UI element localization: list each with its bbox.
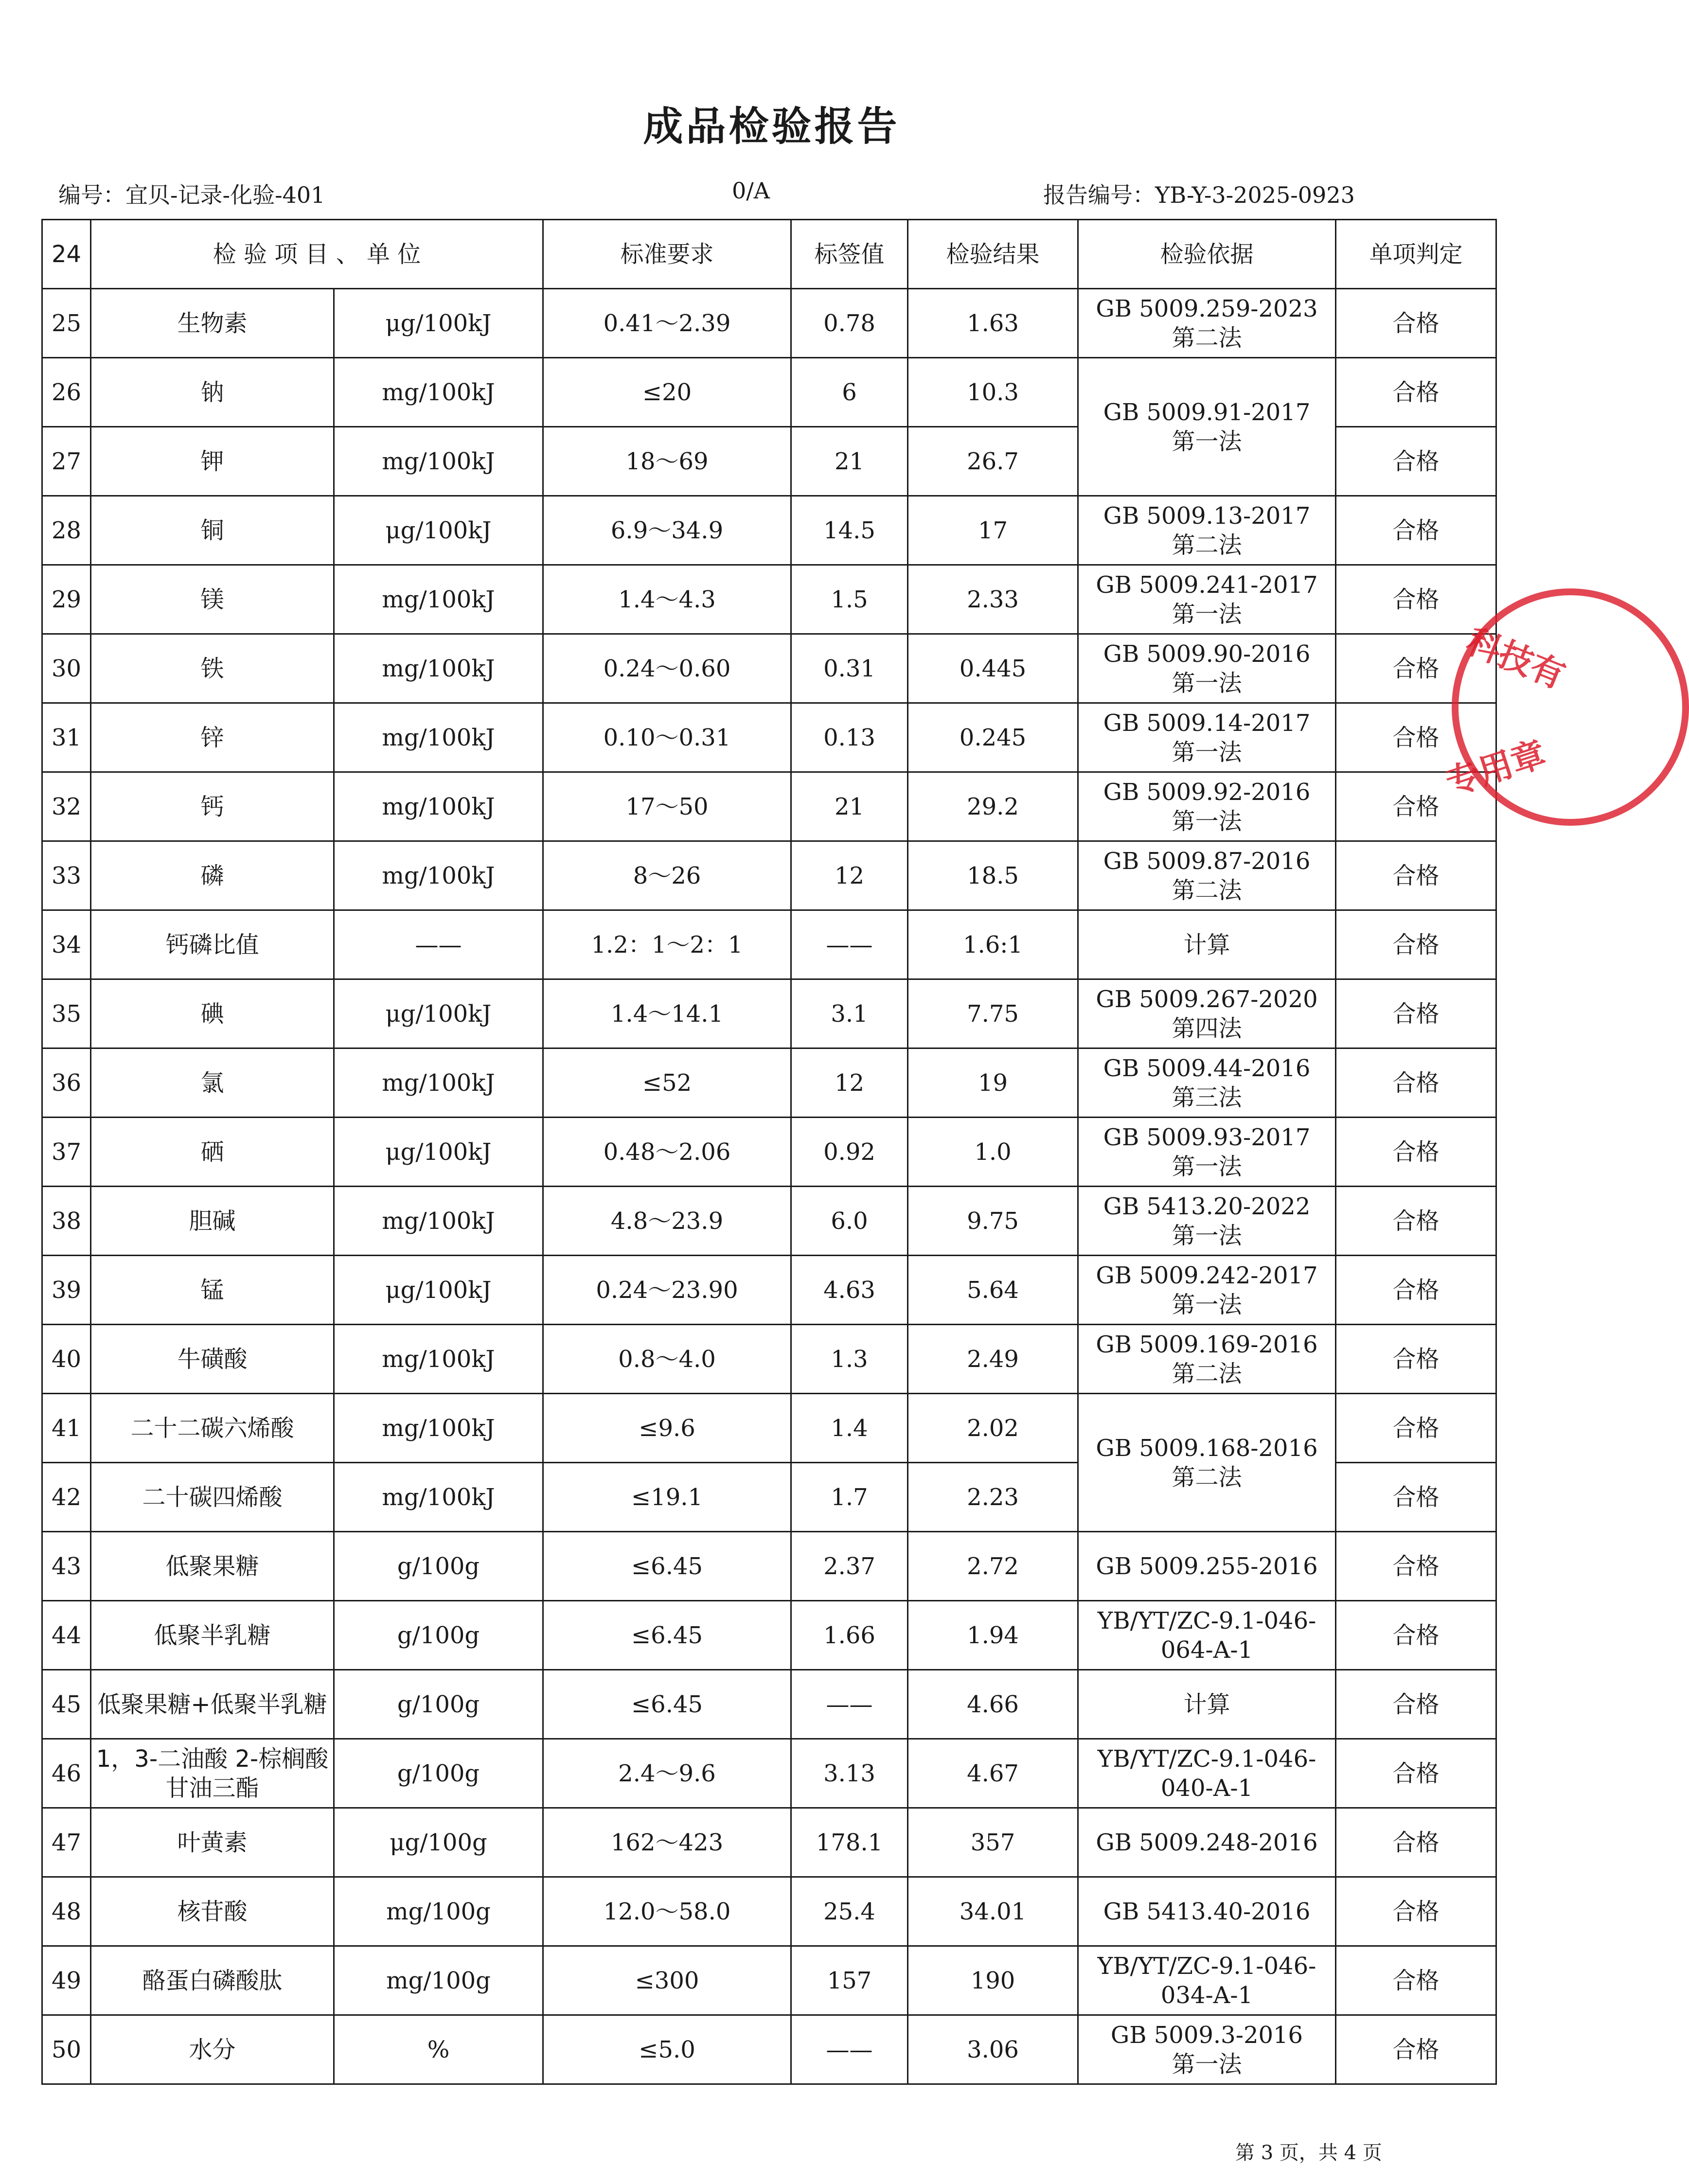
standard-requirement: 4.8～23.9 bbox=[543, 1187, 791, 1256]
test-item: 1，3-二油酸 2-棕榈酸甘油三酯 bbox=[91, 1739, 334, 1808]
standard-requirement: ≤20 bbox=[543, 358, 791, 427]
label-value: —— bbox=[791, 2015, 908, 2084]
verdict: 合格 bbox=[1336, 496, 1496, 565]
test-unit: mg/100kJ bbox=[334, 427, 543, 496]
verdict: 合格 bbox=[1336, 910, 1496, 979]
verdict: 合格 bbox=[1336, 772, 1496, 841]
standard-requirement: 0.24～23.90 bbox=[543, 1256, 791, 1325]
test-basis-line: YB/YT/ZC-9.1-046- bbox=[1097, 1952, 1316, 1980]
test-item: 胆碱 bbox=[91, 1187, 334, 1256]
test-basis-line: 第一法 bbox=[1172, 669, 1242, 697]
table-row bbox=[42, 1118, 1496, 1187]
label-value: 0.13 bbox=[791, 703, 908, 772]
test-item: 生物素 bbox=[91, 289, 334, 358]
test-item: 钾 bbox=[91, 427, 334, 496]
row-number: 30 bbox=[42, 634, 91, 703]
test-result: 0.445 bbox=[908, 634, 1078, 703]
row-number: 45 bbox=[42, 1670, 91, 1739]
header-verdict: 单项判定 bbox=[1336, 220, 1496, 289]
test-basis bbox=[1078, 1808, 1336, 1877]
test-item: 二十碳四烯酸 bbox=[91, 1463, 334, 1532]
table-body bbox=[42, 289, 1496, 2084]
label-value: 25.4 bbox=[791, 1877, 908, 1946]
table-row bbox=[42, 1946, 1496, 2015]
verdict: 合格 bbox=[1336, 565, 1496, 634]
test-basis-line: 第一法 bbox=[1172, 600, 1242, 628]
test-unit: g/100g bbox=[334, 1532, 543, 1601]
test-basis-line: GB 5009.242-2017 bbox=[1096, 1261, 1318, 1289]
test-basis-line: 第一法 bbox=[1172, 1153, 1242, 1180]
test-result: 4.67 bbox=[908, 1739, 1078, 1808]
document-code: 编号：宜贝-记录-化验-401 bbox=[58, 182, 325, 208]
test-unit: μg/100kJ bbox=[334, 496, 543, 565]
standard-requirement: 1.4～14.1 bbox=[543, 979, 791, 1048]
test-unit: % bbox=[334, 2015, 543, 2084]
row-number: 34 bbox=[42, 910, 91, 979]
verdict: 合格 bbox=[1336, 1877, 1496, 1946]
test-result: 2.23 bbox=[908, 1463, 1078, 1532]
report-number: 报告编号：YB-Y-3-2025-0923 bbox=[1043, 182, 1355, 208]
row-number: 32 bbox=[42, 772, 91, 841]
test-item: 钙 bbox=[91, 772, 334, 841]
test-item: 锰 bbox=[91, 1256, 334, 1325]
row-number: 33 bbox=[42, 841, 91, 910]
test-basis-line: GB 5009.91-2017 bbox=[1103, 398, 1311, 426]
label-value: 178.1 bbox=[791, 1808, 908, 1877]
row-number: 29 bbox=[42, 565, 91, 634]
test-unit: g/100g bbox=[334, 1670, 543, 1739]
test-unit: mg/100g bbox=[334, 1946, 543, 2015]
label-value: 3.1 bbox=[791, 979, 908, 1048]
label-value: 0.31 bbox=[791, 634, 908, 703]
test-basis bbox=[1078, 772, 1336, 841]
standard-requirement: ≤6.45 bbox=[543, 1601, 791, 1670]
table-row bbox=[42, 703, 1496, 772]
row-number: 26 bbox=[42, 358, 91, 427]
verdict: 合格 bbox=[1336, 1601, 1496, 1670]
verdict: 合格 bbox=[1336, 1532, 1496, 1601]
test-basis bbox=[1078, 703, 1336, 772]
header-standard: 标准要求 bbox=[543, 220, 791, 289]
test-basis-line: GB 5009.93-2017 bbox=[1103, 1123, 1311, 1151]
label-value: 6.0 bbox=[791, 1187, 908, 1256]
row-number: 31 bbox=[42, 703, 91, 772]
test-basis-line: 第二法 bbox=[1172, 531, 1242, 559]
standard-requirement: 17～50 bbox=[543, 772, 791, 841]
test-basis-line: 第一法 bbox=[1172, 1222, 1242, 1249]
test-unit: mg/100kJ bbox=[334, 772, 543, 841]
label-value: 1.5 bbox=[791, 565, 908, 634]
row-number: 25 bbox=[42, 289, 91, 358]
test-result: 1.94 bbox=[908, 1601, 1078, 1670]
test-unit: mg/100kJ bbox=[334, 1463, 543, 1532]
row-number: 42 bbox=[42, 1463, 91, 1532]
test-basis-line: GB 5009.169-2016 bbox=[1096, 1331, 1318, 1358]
test-basis-line: 第一法 bbox=[1172, 807, 1242, 835]
label-value: —— bbox=[791, 910, 908, 979]
test-basis-line: 第二法 bbox=[1172, 876, 1242, 904]
verdict: 合格 bbox=[1336, 1808, 1496, 1877]
label-value: 1.3 bbox=[791, 1325, 908, 1394]
standard-requirement: ≤5.0 bbox=[543, 2015, 791, 2084]
label-value: 0.92 bbox=[791, 1118, 908, 1187]
table-row bbox=[42, 1532, 1496, 1601]
header-result: 检验结果 bbox=[908, 220, 1078, 289]
test-basis bbox=[1078, 1325, 1336, 1394]
test-item: 二十二碳六烯酸 bbox=[91, 1394, 334, 1463]
row-number: 48 bbox=[42, 1877, 91, 1946]
verdict: 合格 bbox=[1336, 1739, 1496, 1808]
test-result: 34.01 bbox=[908, 1877, 1078, 1946]
test-basis bbox=[1078, 634, 1336, 703]
test-result: 1.0 bbox=[908, 1118, 1078, 1187]
test-basis bbox=[1078, 565, 1336, 634]
test-result: 357 bbox=[908, 1808, 1078, 1877]
test-basis bbox=[1078, 1048, 1336, 1118]
test-result: 4.66 bbox=[908, 1670, 1078, 1739]
verdict: 合格 bbox=[1336, 1463, 1496, 1532]
standard-requirement: ≤6.45 bbox=[543, 1670, 791, 1739]
test-item: 钙磷比值 bbox=[91, 910, 334, 979]
test-basis-line: GB 5009.92-2016 bbox=[1103, 778, 1311, 806]
label-value: —— bbox=[791, 1670, 908, 1739]
verdict: 合格 bbox=[1336, 703, 1496, 772]
standard-requirement: 0.10～0.31 bbox=[543, 703, 791, 772]
page-title: 成品检验报告 bbox=[643, 104, 900, 150]
row-number: 47 bbox=[42, 1808, 91, 1877]
test-basis-line: 064-A-1 bbox=[1160, 1636, 1253, 1664]
standard-requirement: ≤9.6 bbox=[543, 1394, 791, 1463]
header-label-value: 标签值 bbox=[791, 220, 908, 289]
test-basis-line: GB 5009.87-2016 bbox=[1103, 847, 1311, 875]
inspection-table bbox=[41, 219, 1497, 2085]
standard-requirement: 1.2：1～2：1 bbox=[543, 910, 791, 979]
test-basis-line: GB 5009.241-2017 bbox=[1096, 571, 1318, 599]
test-result: 2.33 bbox=[908, 565, 1078, 634]
row-number: 36 bbox=[42, 1048, 91, 1118]
test-basis bbox=[1078, 1256, 1336, 1325]
table-row bbox=[42, 2015, 1496, 2084]
row-number: 38 bbox=[42, 1187, 91, 1256]
test-item: 低聚果糖+低聚半乳糖 bbox=[91, 1670, 334, 1739]
test-item: 碘 bbox=[91, 979, 334, 1048]
table-row bbox=[42, 1325, 1496, 1394]
test-basis-line: YB/YT/ZC-9.1-046- bbox=[1097, 1607, 1316, 1634]
test-unit: g/100g bbox=[334, 1739, 543, 1808]
test-basis bbox=[1078, 1601, 1336, 1670]
test-unit: mg/100kJ bbox=[334, 1048, 543, 1118]
test-unit: μg/100kJ bbox=[334, 1256, 543, 1325]
table-row bbox=[42, 772, 1496, 841]
standard-requirement: 8～26 bbox=[543, 841, 791, 910]
row-number: 40 bbox=[42, 1325, 91, 1394]
table-row bbox=[42, 1048, 1496, 1118]
test-basis-line: 第一法 bbox=[1172, 738, 1242, 766]
label-value: 157 bbox=[791, 1946, 908, 2015]
test-result: 1.6:1 bbox=[908, 910, 1078, 979]
verdict: 合格 bbox=[1336, 1048, 1496, 1118]
test-result: 19 bbox=[908, 1048, 1078, 1118]
test-basis bbox=[1078, 358, 1336, 496]
test-unit: μg/100kJ bbox=[334, 289, 543, 358]
test-basis bbox=[1078, 979, 1336, 1048]
page-number: 第 3 页，共 4 页 bbox=[1235, 2142, 1382, 2164]
test-basis bbox=[1078, 910, 1336, 979]
table-row bbox=[42, 1394, 1496, 1463]
test-result: 0.245 bbox=[908, 703, 1078, 772]
standard-requirement: 2.4～9.6 bbox=[543, 1739, 791, 1808]
label-value: 1.7 bbox=[791, 1463, 908, 1532]
test-basis-line: GB 5009.13-2017 bbox=[1103, 502, 1311, 530]
test-item: 水分 bbox=[91, 2015, 334, 2084]
test-result: 9.75 bbox=[908, 1187, 1078, 1256]
verdict: 合格 bbox=[1336, 289, 1496, 358]
standard-requirement: 162～423 bbox=[543, 1808, 791, 1877]
label-value: 6 bbox=[791, 358, 908, 427]
table-row bbox=[42, 1877, 1496, 1946]
verdict: 合格 bbox=[1336, 634, 1496, 703]
test-basis-line: 040-A-1 bbox=[1160, 1774, 1253, 1802]
table-row bbox=[42, 289, 1496, 358]
test-item: 氯 bbox=[91, 1048, 334, 1118]
table-row bbox=[42, 979, 1496, 1048]
table-row bbox=[42, 634, 1496, 703]
test-basis bbox=[1078, 1532, 1336, 1601]
test-unit: —— bbox=[334, 910, 543, 979]
verdict: 合格 bbox=[1336, 1670, 1496, 1739]
verdict: 合格 bbox=[1336, 979, 1496, 1048]
standard-requirement: 0.24～0.60 bbox=[543, 634, 791, 703]
table-row bbox=[42, 565, 1496, 634]
test-basis-line: 第三法 bbox=[1172, 1083, 1242, 1111]
header-basis: 检验依据 bbox=[1078, 220, 1336, 289]
row-number: 43 bbox=[42, 1532, 91, 1601]
label-value: 0.78 bbox=[791, 289, 908, 358]
verdict: 合格 bbox=[1336, 1325, 1496, 1394]
table-row bbox=[42, 841, 1496, 910]
test-basis bbox=[1078, 1946, 1336, 2015]
verdict: 合格 bbox=[1336, 1256, 1496, 1325]
standard-requirement: ≤6.45 bbox=[543, 1532, 791, 1601]
test-unit: mg/100kJ bbox=[334, 634, 543, 703]
table-row bbox=[42, 358, 1496, 427]
test-result: 18.5 bbox=[908, 841, 1078, 910]
row-number: 37 bbox=[42, 1118, 91, 1187]
test-result: 17 bbox=[908, 496, 1078, 565]
stamp-top-text: 科技有 bbox=[1461, 621, 1571, 696]
test-unit: g/100g bbox=[334, 1601, 543, 1670]
test-unit: mg/100kJ bbox=[334, 703, 543, 772]
test-item: 锌 bbox=[91, 703, 334, 772]
test-basis bbox=[1078, 1394, 1336, 1532]
standard-requirement: 0.41～2.39 bbox=[543, 289, 791, 358]
label-value: 14.5 bbox=[791, 496, 908, 565]
test-item: 磷 bbox=[91, 841, 334, 910]
row-number: 46 bbox=[42, 1739, 91, 1808]
test-basis-line: 第二法 bbox=[1172, 1360, 1242, 1387]
test-basis-line: GB 5009.255-2016 bbox=[1096, 1552, 1318, 1580]
row-number: 41 bbox=[42, 1394, 91, 1463]
test-result: 7.75 bbox=[908, 979, 1078, 1048]
test-basis-line: 第二法 bbox=[1172, 1463, 1242, 1491]
test-unit: μg/100kJ bbox=[334, 1118, 543, 1187]
test-unit: mg/100kJ bbox=[334, 1394, 543, 1463]
test-result: 1.63 bbox=[908, 289, 1078, 358]
label-value: 12 bbox=[791, 1048, 908, 1118]
test-unit: mg/100g bbox=[334, 1877, 543, 1946]
test-item: 叶黄素 bbox=[91, 1808, 334, 1877]
test-basis-line: GB 5009.14-2017 bbox=[1103, 709, 1311, 737]
row-number: 27 bbox=[42, 427, 91, 496]
row-number: 44 bbox=[42, 1601, 91, 1670]
label-value: 3.13 bbox=[791, 1739, 908, 1808]
test-basis-line: 第四法 bbox=[1172, 1014, 1242, 1042]
test-result: 2.72 bbox=[908, 1532, 1078, 1601]
label-value: 21 bbox=[791, 427, 908, 496]
verdict: 合格 bbox=[1336, 1118, 1496, 1187]
standard-requirement: 18～69 bbox=[543, 427, 791, 496]
test-basis bbox=[1078, 1670, 1336, 1739]
test-item: 硒 bbox=[91, 1118, 334, 1187]
test-basis-line: GB 5009.168-2016 bbox=[1096, 1434, 1318, 1462]
test-basis-line: YB/YT/ZC-9.1-046- bbox=[1097, 1745, 1316, 1773]
test-basis-line: GB 5009.90-2016 bbox=[1103, 640, 1311, 668]
test-basis-line: GB 5413.20-2022 bbox=[1103, 1192, 1311, 1220]
verdict: 合格 bbox=[1336, 1187, 1496, 1256]
test-basis-line: 计算 bbox=[1183, 1690, 1230, 1718]
test-unit: mg/100kJ bbox=[334, 1325, 543, 1394]
test-item: 牛磺酸 bbox=[91, 1325, 334, 1394]
test-basis bbox=[1078, 841, 1336, 910]
table-row bbox=[42, 496, 1496, 565]
test-basis-line: GB 5009.44-2016 bbox=[1103, 1054, 1311, 1082]
test-result: 2.02 bbox=[908, 1394, 1078, 1463]
verdict: 合格 bbox=[1336, 2015, 1496, 2084]
table-row bbox=[42, 1670, 1496, 1739]
test-basis-line: 第一法 bbox=[1172, 2050, 1242, 2078]
test-item: 核苷酸 bbox=[91, 1877, 334, 1946]
table-row bbox=[42, 1739, 1496, 1808]
test-basis bbox=[1078, 1877, 1336, 1946]
label-value: 1.4 bbox=[791, 1394, 908, 1463]
test-item: 低聚半乳糖 bbox=[91, 1601, 334, 1670]
standard-requirement: ≤300 bbox=[543, 1946, 791, 2015]
table-row bbox=[42, 1256, 1496, 1325]
test-result: 5.64 bbox=[908, 1256, 1078, 1325]
verdict: 合格 bbox=[1336, 358, 1496, 427]
test-basis bbox=[1078, 1118, 1336, 1187]
test-unit: mg/100kJ bbox=[334, 1187, 543, 1256]
test-basis-line: 第一法 bbox=[1172, 1291, 1242, 1318]
row-number: 35 bbox=[42, 979, 91, 1048]
test-basis-line: 第一法 bbox=[1172, 427, 1242, 455]
test-result: 10.3 bbox=[908, 358, 1078, 427]
standard-requirement: ≤52 bbox=[543, 1048, 791, 1118]
test-basis bbox=[1078, 496, 1336, 565]
test-result: 3.06 bbox=[908, 2015, 1078, 2084]
test-basis-line: GB 5009.3-2016 bbox=[1110, 2021, 1303, 2049]
test-basis-line: GB 5413.40-2016 bbox=[1103, 1898, 1311, 1925]
row-number: 50 bbox=[42, 2015, 91, 2084]
row-number: 28 bbox=[42, 496, 91, 565]
test-item: 钠 bbox=[91, 358, 334, 427]
label-value: 2.37 bbox=[791, 1532, 908, 1601]
test-result: 190 bbox=[908, 1946, 1078, 2015]
header-item-unit: 检 验 项 目 、 单 位 bbox=[91, 220, 543, 289]
verdict: 合格 bbox=[1336, 1946, 1496, 2015]
standard-requirement: 1.4～4.3 bbox=[543, 565, 791, 634]
test-basis bbox=[1078, 1739, 1336, 1808]
test-item: 铜 bbox=[91, 496, 334, 565]
stamp-bottom-text: 专用章 bbox=[1441, 733, 1551, 803]
table-row bbox=[42, 1808, 1496, 1877]
header-no: 24 bbox=[42, 220, 91, 289]
label-value: 4.63 bbox=[791, 1256, 908, 1325]
test-basis-line: 034-A-1 bbox=[1160, 1981, 1253, 2009]
test-basis-line: 第二法 bbox=[1172, 324, 1242, 352]
test-unit: mg/100kJ bbox=[334, 841, 543, 910]
verdict: 合格 bbox=[1336, 841, 1496, 910]
test-basis-line: GB 5009.267-2020 bbox=[1096, 985, 1318, 1013]
label-value: 12 bbox=[791, 841, 908, 910]
table-row bbox=[42, 1187, 1496, 1256]
standard-requirement: 0.8～4.0 bbox=[543, 1325, 791, 1394]
verdict: 合格 bbox=[1336, 427, 1496, 496]
test-basis-line: GB 5009.259-2023 bbox=[1096, 295, 1318, 322]
row-number: 39 bbox=[42, 1256, 91, 1325]
row-number: 49 bbox=[42, 1946, 91, 2015]
label-value: 21 bbox=[791, 772, 908, 841]
test-item: 酪蛋白磷酸肽 bbox=[91, 1946, 334, 2015]
test-basis-line: GB 5009.248-2016 bbox=[1096, 1829, 1318, 1856]
verdict: 合格 bbox=[1336, 1394, 1496, 1463]
test-result: 2.49 bbox=[908, 1325, 1078, 1394]
table-row bbox=[42, 1601, 1496, 1670]
test-basis bbox=[1078, 2015, 1336, 2084]
test-basis bbox=[1078, 1187, 1336, 1256]
test-result: 29.2 bbox=[908, 772, 1078, 841]
test-basis bbox=[1078, 289, 1336, 358]
test-basis-line: 计算 bbox=[1183, 931, 1230, 959]
test-result: 26.7 bbox=[908, 427, 1078, 496]
test-item: 铁 bbox=[91, 634, 334, 703]
test-unit: mg/100kJ bbox=[334, 565, 543, 634]
document-version: 0/A bbox=[732, 178, 770, 204]
standard-requirement: ≤19.1 bbox=[543, 1463, 791, 1532]
standard-requirement: 6.9～34.9 bbox=[543, 496, 791, 565]
test-unit: mg/100kJ bbox=[334, 358, 543, 427]
test-unit: μg/100kJ bbox=[334, 979, 543, 1048]
standard-requirement: 12.0～58.0 bbox=[543, 1877, 791, 1946]
test-item: 低聚果糖 bbox=[91, 1532, 334, 1601]
standard-requirement: 0.48～2.06 bbox=[543, 1118, 791, 1187]
table-row bbox=[42, 910, 1496, 979]
label-value: 1.66 bbox=[791, 1601, 908, 1670]
table-header-row bbox=[42, 220, 1496, 289]
test-item: 镁 bbox=[91, 565, 334, 634]
test-unit: μg/100g bbox=[334, 1808, 543, 1877]
